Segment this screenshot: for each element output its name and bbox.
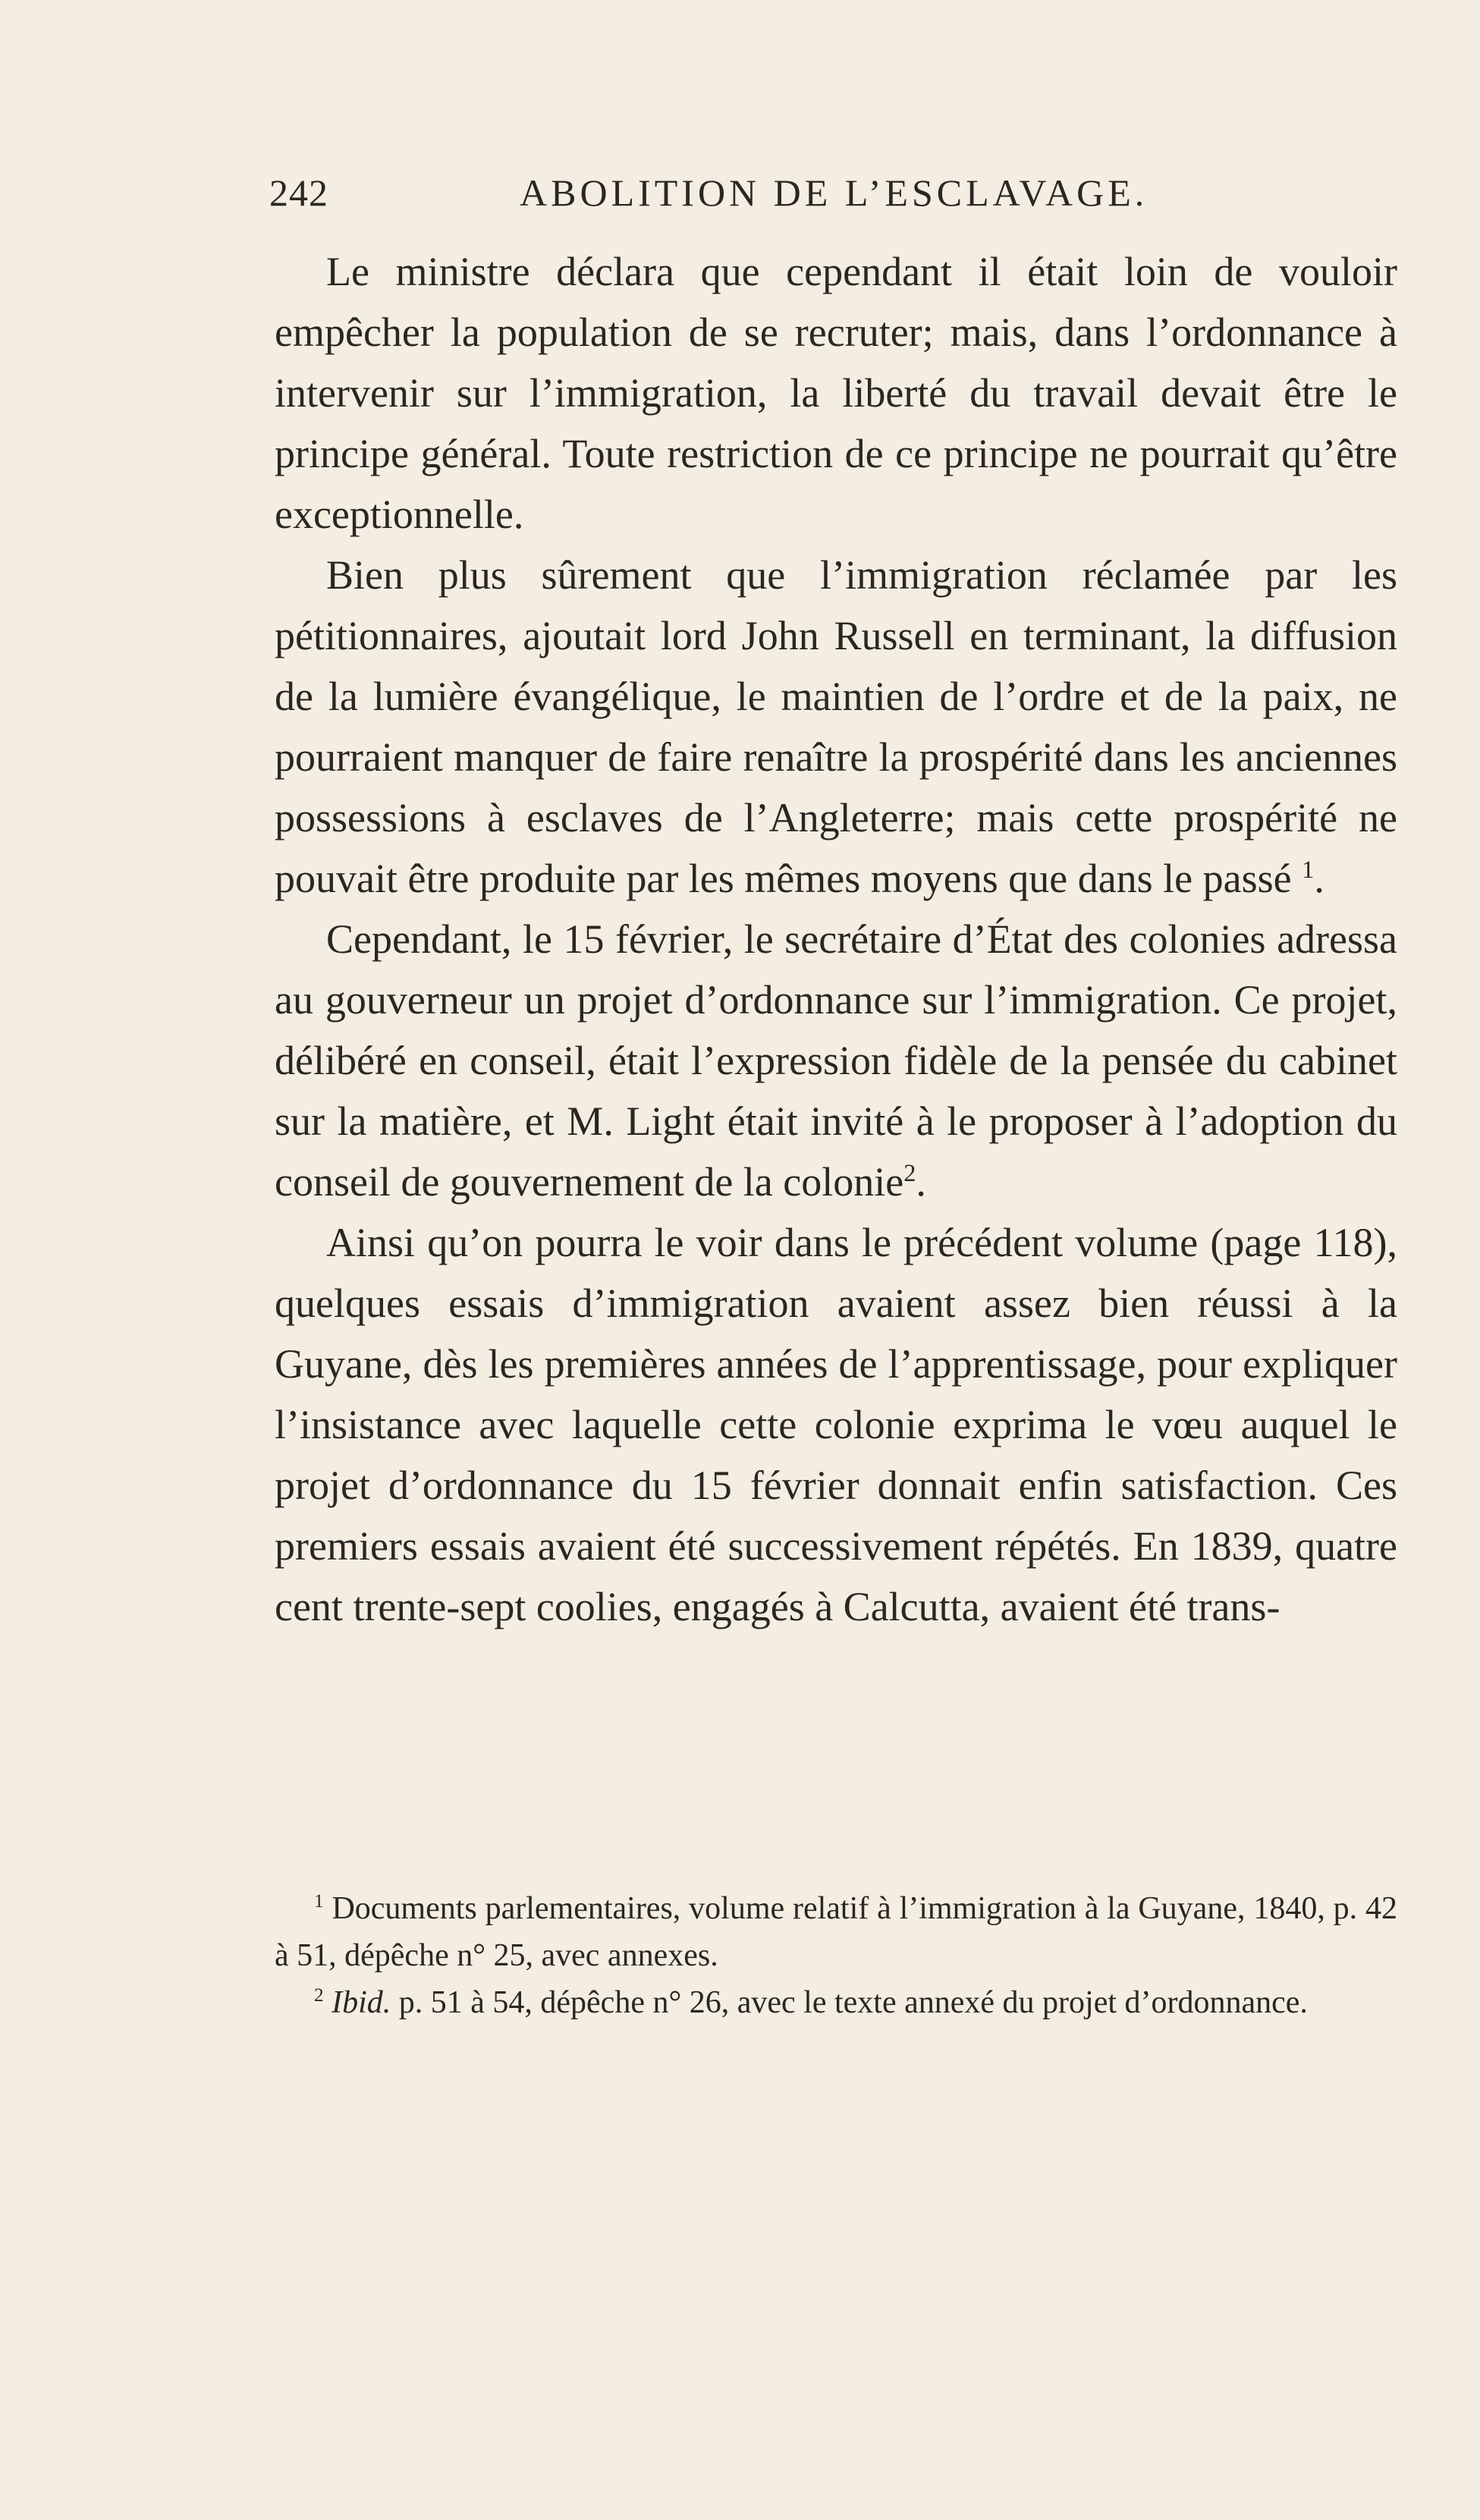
paragraph-1-text: Le ministre déclara que cependant il était loin de vouloir empêcher la population de se recruter; mais, dans l’ordonnance à intervenir sur l’immigration, la liberté du travail devait être le principe général. Toute restriction de ce principe ne pourrait qu’être exceptionnelle. xyxy=(275,249,1397,537)
paragraph-1 xyxy=(275,241,1397,545)
paragraph-2-end: . xyxy=(1314,856,1324,901)
running-title: ABOLITION DE L’ESCLAVAGE. xyxy=(520,171,1148,214)
paragraph-3-end: . xyxy=(916,1159,926,1205)
body-text xyxy=(275,241,1397,1637)
page-number: 242 xyxy=(269,171,328,214)
paragraph-2 xyxy=(275,545,1397,909)
footnote-1-text: Documents parlementaires, volume relatif à l’immigration à la Guyane, 1840, p. 42 à 51, dépêche n° 25, avec annexes. xyxy=(275,1891,1398,1973)
paragraph-2-text: Bien plus sûrement que l’immigration réclamée par les pétitionnaires, ajoutait lord John Russell en terminant, la diffusion de la lumière évangélique, le maintien de l’ordre et de la paix, ne pourraient manquer de faire renaître la prospérité dans les anciennes possessions à esclaves de l’Angleterre; mais cette prospérité ne pouvait être produite par les mêmes moyens que dans le passé xyxy=(275,552,1397,901)
footnote-2-text: p. 51 à 54, dépêche n° 26, avec le texte annexé du projet d’ordonnance. xyxy=(398,1985,1308,2020)
footnote-2-ibid: Ibid. xyxy=(332,1985,391,2020)
paragraph-4 xyxy=(275,1212,1397,1637)
footnote-ref-2: 2 xyxy=(903,1160,916,1187)
footnotes xyxy=(275,1885,1397,2026)
footnote-marker-1: 1 xyxy=(314,1891,324,1912)
footnote-ref-1: 1 xyxy=(1302,856,1315,884)
footnote-marker-2: 2 xyxy=(314,1985,324,2006)
footnote-1 xyxy=(275,1885,1397,1979)
paragraph-4-text: Ainsi qu’on pourra le voir dans le précédent volume (page 118), quelques essais d’immigration avaient assez bien réussi à la Guyane, dès les premières années de l’apprentissage, pour expliquer l’insistance avec laquelle cette colonie exprima le vœu auquel le projet d’ordonnance du 15 février donnait enfin satisfaction. Ces premiers essais avaient été successivement répétés. En 1839, quatre cent trente-sept coolies, engagés à Calcutta, avaient été trans- xyxy=(275,1220,1397,1629)
page-header xyxy=(269,171,1252,224)
paragraph-3-text: Cependant, le 15 février, le secrétaire d’État des colonies adressa au gouverneur un projet d’ordonnance sur l’immigration. Ce projet, délibéré en conseil, était l’expression fidèle de la pensée du cabinet sur la matière, et M. Light était invité à le proposer à l’adoption du conseil de gouvernement de la colonie xyxy=(275,916,1397,1205)
paragraph-3 xyxy=(275,909,1397,1212)
footnote-2 xyxy=(275,1979,1397,2026)
